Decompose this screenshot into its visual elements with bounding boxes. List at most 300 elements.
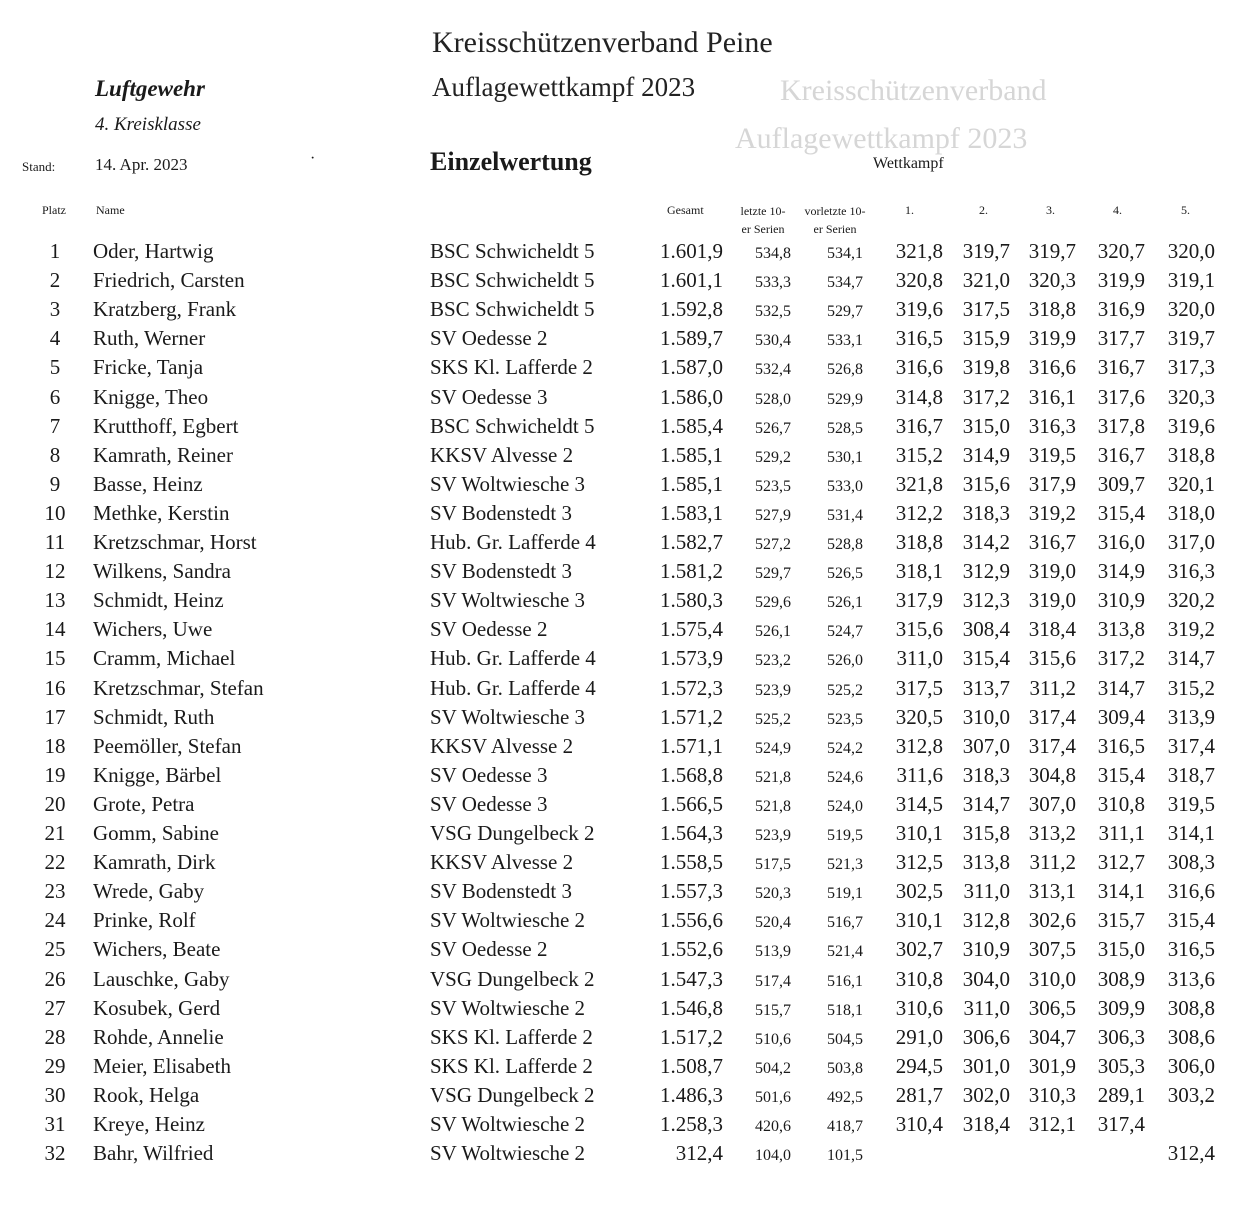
club-cell: SV Oedesse 3 [430,792,548,816]
rank-cell: 23 [44,879,66,903]
class-label: 4. Kreisklasse [95,114,201,135]
prev-series-cell: 529,9 [827,391,863,408]
last-series-cell: 529,2 [755,449,791,466]
competition-1-cell: 316,6 [895,355,943,379]
total-cell: 1.582,7 [660,530,723,554]
club-cell: SKS Kl. Lafferde 2 [430,1054,593,1078]
competition-3-cell: 320,3 [1028,268,1076,292]
last-series-cell: 501,6 [755,1089,791,1106]
competition-1-cell: 315,6 [895,617,943,641]
prev-series-cell: 528,8 [827,536,863,553]
competition-5-cell: 319,1 [1167,268,1215,292]
competition-4-cell: 315,4 [1097,501,1145,525]
competition-1-cell: 317,9 [895,588,943,612]
name-cell: Basse, Heinz [93,472,203,496]
total-cell: 1.572,3 [660,676,723,700]
name-cell: Prinke, Rolf [93,908,196,932]
competition-4-cell: 317,7 [1097,326,1145,350]
competition-1-cell: 294,5 [895,1054,943,1078]
competition-5-cell: 319,6 [1167,414,1215,438]
competition-2-cell: 317,5 [962,297,1010,321]
competition-5-cell: 319,2 [1167,617,1215,641]
prev-series-cell: 519,1 [827,885,863,902]
name-cell: Wichers, Beate [93,937,221,961]
col-header-vorletzte [798,202,872,238]
col-header-w4: 4. [1113,203,1122,217]
prev-series-cell: 534,7 [827,274,863,291]
total-cell: 1.558,5 [660,850,723,874]
competition-5-cell: 308,8 [1167,996,1215,1020]
club-cell: SV Oedesse 3 [430,763,548,787]
competition-2-cell: 312,3 [962,588,1010,612]
rank-cell: 27 [44,996,66,1020]
club-cell: KKSV Alvesse 2 [430,734,574,758]
competition-1-cell: 318,1 [895,559,943,583]
competition-5-cell: 320,0 [1167,297,1215,321]
last-series-cell: 534,8 [755,245,791,262]
section-title: Einzelwertung [430,147,592,176]
competition-5-cell: 316,6 [1167,879,1215,903]
name-cell: Kamrath, Reiner [93,443,233,467]
rank-cell: 9 [49,472,61,496]
competition-2-cell: 321,0 [962,268,1010,292]
club-cell: KKSV Alvesse 2 [430,443,574,467]
rank-cell: 16 [44,676,66,700]
name-cell: Krutthoff, Egbert [93,414,239,438]
table-row [0,412,1248,441]
total-cell: 1.568,8 [660,763,723,787]
competition-4-cell: 312,7 [1097,850,1145,874]
name-cell: Kretzschmar, Stefan [93,676,264,700]
total-cell: 1.573,9 [660,646,723,670]
competition-3-cell: 310,0 [1028,967,1076,991]
competition-5-cell: 317,4 [1167,734,1215,758]
competition-5-cell: 320,2 [1167,588,1215,612]
competition-3-cell: 319,0 [1028,559,1076,583]
competition-3-cell: 317,4 [1028,734,1076,758]
competition-4-cell: 310,9 [1097,588,1145,612]
name-cell: Ruth, Werner [93,326,206,350]
competition-4-cell: 289,1 [1097,1083,1145,1107]
competition-5-cell: 313,6 [1167,967,1215,991]
rank-cell: 31 [44,1112,66,1136]
club-cell: Hub. Gr. Lafferde 4 [430,676,596,700]
name-cell: Wilkens, Sandra [93,559,231,583]
last-series-cell: 532,4 [755,361,791,378]
prev-series-cell: 529,7 [827,303,863,320]
table-row [0,528,1248,557]
last-series-cell: 528,0 [755,391,791,408]
rank-cell: 28 [44,1025,66,1049]
competition-2-cell: 315,8 [962,821,1010,845]
club-cell: SV Bodenstedt 3 [430,879,572,903]
name-cell: Knigge, Bärbel [93,763,222,787]
table-row [0,441,1248,470]
table-row [0,1110,1248,1139]
stand-date: 14. Apr. 2023 [95,155,188,174]
competition-2-cell: 315,6 [962,472,1010,496]
competition-5-cell: 319,5 [1167,792,1215,816]
col-header-w3: 3. [1046,203,1055,217]
competition-3-cell: 318,8 [1028,297,1076,321]
competition-2-cell: 313,7 [962,676,1010,700]
name-cell: Meier, Elisabeth [93,1054,231,1078]
table-row [0,906,1248,935]
rank-cell: 8 [49,443,61,467]
competition-4-cell: 314,1 [1097,879,1145,903]
name-cell: Kretzschmar, Horst [93,530,257,554]
competition-3-cell: 316,7 [1028,530,1076,554]
prev-series-cell: 525,2 [827,682,863,699]
name-cell: Friedrich, Carsten [93,268,245,292]
col-header-letzte-line2: er Serien [741,222,785,236]
competition-3-cell: 315,6 [1028,646,1076,670]
competition-5-cell: 318,0 [1167,501,1215,525]
col-header-letzte-line1: letzte 10- [740,204,786,218]
competition-4-cell: 317,2 [1097,646,1145,670]
competition-4-cell: 317,8 [1097,414,1145,438]
rank-cell: 24 [44,908,66,932]
table-row [0,703,1248,732]
rank-cell: 1 [49,239,61,263]
rank-cell: 5 [49,355,61,379]
competition-2-cell: 315,0 [962,414,1010,438]
rank-cell: 4 [49,326,61,350]
table-row [0,266,1248,295]
prev-series-cell: 521,4 [827,943,863,960]
prev-series-cell: 534,1 [827,245,863,262]
competition-1-cell: 317,5 [895,676,943,700]
club-cell: SV Woltwiesche 3 [430,588,586,612]
total-cell: 1.571,1 [660,734,723,758]
total-cell: 1.580,3 [660,588,723,612]
last-series-cell: 515,7 [755,1002,791,1019]
competition-2-cell: 304,0 [962,967,1010,991]
rank-cell: 15 [44,646,66,670]
competition-3-cell: 319,2 [1028,501,1076,525]
club-cell: BSC Schwicheldt 5 [430,414,595,438]
competition-4-cell: 319,9 [1097,268,1145,292]
competition-2-cell: 311,0 [963,879,1010,903]
name-cell: Wrede, Gaby [93,879,205,903]
total-cell: 1.571,2 [660,705,723,729]
prev-series-cell: 524,2 [827,740,863,757]
competition-1-cell: 310,4 [895,1112,943,1136]
prev-series-cell: 504,5 [827,1031,863,1048]
name-cell: Schmidt, Ruth [93,705,215,729]
competition-2-cell: 310,9 [962,937,1010,961]
competition-1-cell: 311,6 [896,763,943,787]
competition-3-cell: 307,0 [1028,792,1076,816]
competition-2-cell: 312,9 [962,559,1010,583]
competition-1-cell: 310,6 [895,996,943,1020]
discipline-label: Luftgewehr [95,76,205,101]
competition-5-cell: 319,7 [1167,326,1215,350]
table-row [0,965,1248,994]
name-cell: Lauschke, Gaby [93,967,230,991]
club-cell: SV Woltwiesche 2 [430,996,586,1020]
total-cell: 1.486,3 [660,1083,723,1107]
total-cell: 1.589,7 [660,326,723,350]
total-cell: 1.585,1 [660,443,723,467]
rank-cell: 2 [49,268,61,292]
total-cell: 1.575,4 [660,617,723,641]
total-cell: 1.585,4 [660,414,723,438]
competition-3-cell: 313,2 [1028,821,1076,845]
table-row [0,383,1248,412]
name-cell: Peemöller, Stefan [93,734,242,758]
prev-series-cell: 528,5 [827,420,863,437]
competition-4-cell: 314,9 [1097,559,1145,583]
competition-title: Auflagewettkampf 2023 [432,72,696,102]
competition-5-cell: 308,3 [1167,850,1215,874]
prev-series-cell: 533,0 [827,478,863,495]
club-cell: SV Bodenstedt 3 [430,501,572,525]
competition-1-cell: 302,5 [895,879,943,903]
last-series-cell: 510,6 [755,1031,791,1048]
club-cell: Hub. Gr. Lafferde 4 [430,646,596,670]
competition-4-cell: 309,9 [1097,996,1145,1020]
competition-2-cell: 318,3 [962,501,1010,525]
competition-4-cell: 315,7 [1097,908,1145,932]
competition-1-cell: 302,7 [895,937,943,961]
competition-5-cell: 318,7 [1167,763,1215,787]
competition-3-cell: 319,0 [1028,588,1076,612]
competition-2-cell: 308,4 [962,617,1010,641]
last-series-cell: 520,3 [755,885,791,902]
club-cell: SV Oedesse 2 [430,326,548,350]
total-cell: 1.258,3 [660,1112,723,1136]
rank-cell: 14 [44,617,66,641]
competition-2-cell: 314,7 [962,792,1010,816]
table-row [0,557,1248,586]
name-cell: Bahr, Wilfried [93,1141,214,1165]
table-row [0,499,1248,528]
club-cell: VSG Dungelbeck 2 [430,821,595,845]
total-cell: 1.552,6 [660,937,723,961]
competition-5-cell: 308,6 [1167,1025,1215,1049]
col-header-vorletzte-line2: er Serien [813,222,857,236]
table-row [0,848,1248,877]
name-cell: Knigge, Theo [93,385,209,409]
last-series-cell: 529,6 [755,594,791,611]
rank-cell: 20 [44,792,66,816]
rank-cell: 12 [44,559,66,583]
last-series-cell: 523,9 [755,827,791,844]
competition-3-cell: 306,5 [1028,996,1076,1020]
competition-5-cell: 306,0 [1167,1054,1215,1078]
col-header-vorletzte-line1: vorletzte 10- [804,204,866,218]
club-cell: KKSV Alvesse 2 [430,850,574,874]
col-header-letzte [730,202,796,238]
total-cell: 1.592,8 [660,297,723,321]
competition-3-cell: 318,4 [1028,617,1076,641]
name-cell: Rook, Helga [93,1083,200,1107]
table-row [0,790,1248,819]
competition-1-cell: 310,1 [895,908,943,932]
rank-cell: 6 [49,385,61,409]
competition-1-cell: 321,8 [895,239,943,263]
competition-2-cell: 319,7 [962,239,1010,263]
competition-4-cell: 313,8 [1097,617,1145,641]
competition-3-cell: 313,1 [1028,879,1076,903]
competition-4-cell: 316,7 [1097,443,1145,467]
rank-cell: 29 [44,1054,66,1078]
name-cell: Grote, Petra [93,792,195,816]
competition-1-cell: 312,5 [895,850,943,874]
competition-3-cell: 311,2 [1029,850,1076,874]
competition-5-cell: 318,8 [1167,443,1215,467]
col-header-w1: 1. [905,203,914,217]
last-series-cell: 420,6 [755,1118,791,1135]
competition-5-cell: 320,3 [1167,385,1215,409]
total-cell: 1.508,7 [660,1054,723,1078]
total-cell: 1.587,0 [660,355,723,379]
competition-5-cell: 314,7 [1167,646,1215,670]
table-row [0,295,1248,324]
rank-cell: 25 [44,937,66,961]
last-series-cell: 526,7 [755,420,791,437]
competition-3-cell: 316,3 [1028,414,1076,438]
competition-3-cell: 301,9 [1028,1054,1076,1078]
rank-cell: 26 [44,967,66,991]
competition-4-cell: 316,9 [1097,297,1145,321]
competition-4-cell: 314,7 [1097,676,1145,700]
competition-1-cell: 316,5 [895,326,943,350]
prev-series-cell: 526,1 [827,594,863,611]
table-row [0,761,1248,790]
competition-3-cell: 316,6 [1028,355,1076,379]
table-row [0,1081,1248,1110]
competition-4-cell: 316,5 [1097,734,1145,758]
club-cell: SV Woltwiesche 2 [430,908,586,932]
competition-2-cell: 319,8 [962,355,1010,379]
prev-series-cell: 518,1 [827,1002,863,1019]
name-cell: Gomm, Sabine [93,821,219,845]
competition-3-cell: 311,2 [1029,676,1076,700]
competition-4-cell: 305,3 [1097,1054,1145,1078]
competition-5-cell: 303,2 [1167,1083,1215,1107]
table-row [0,615,1248,644]
competition-2-cell: 315,4 [962,646,1010,670]
competition-3-cell: 310,3 [1028,1083,1076,1107]
bleed-through-ghost-2: Auflagewettkampf 2023 [735,122,1028,155]
competition-4-cell: 309,4 [1097,705,1145,729]
prev-series-cell: 492,5 [827,1089,863,1106]
last-series-cell: 527,9 [755,507,791,524]
total-cell: 1.586,0 [660,385,723,409]
club-cell: VSG Dungelbeck 2 [430,1083,595,1107]
rank-cell: 19 [44,763,66,787]
competition-2-cell: 310,0 [962,705,1010,729]
col-header-gesamt: Gesamt [667,203,704,217]
total-cell: 1.601,9 [660,239,723,263]
competition-1-cell: 312,2 [895,501,943,525]
organization-title: Kreisschützenverband Peine [432,26,773,59]
competition-3-cell: 304,8 [1028,763,1076,787]
competition-5-cell: 316,5 [1167,937,1215,961]
table-row [0,353,1248,382]
table-row [0,732,1248,761]
wettkampf-label: Wettkampf [873,155,944,172]
last-series-cell: 523,9 [755,682,791,699]
name-cell: Kamrath, Dirk [93,850,216,874]
competition-5-cell: 317,0 [1167,530,1215,554]
competition-2-cell: 306,6 [962,1025,1010,1049]
competition-1-cell: 281,7 [895,1083,943,1107]
total-cell: 1.581,2 [660,559,723,583]
competition-3-cell: 304,7 [1028,1025,1076,1049]
last-series-cell: 525,2 [755,711,791,728]
table-row [0,877,1248,906]
last-series-cell: 517,5 [755,856,791,873]
club-cell: SV Oedesse 2 [430,937,548,961]
competition-5-cell: 312,4 [1167,1141,1215,1165]
competition-5-cell: 315,4 [1167,908,1215,932]
rank-cell: 10 [44,501,66,525]
club-cell: SV Oedesse 2 [430,617,548,641]
competition-1-cell: 318,8 [895,530,943,554]
competition-2-cell: 314,2 [962,530,1010,554]
competition-3-cell: 319,7 [1028,239,1076,263]
total-cell: 1.517,2 [660,1025,723,1049]
total-cell: 1.556,6 [660,908,723,932]
total-cell: 1.585,1 [660,472,723,496]
rank-cell: 22 [44,850,66,874]
col-header-w2: 2. [979,203,988,217]
total-cell: 1.601,1 [660,268,723,292]
last-series-cell: 513,9 [755,943,791,960]
last-series-cell: 533,3 [755,274,791,291]
competition-5-cell: 314,1 [1167,821,1215,845]
club-cell: SV Woltwiesche 3 [430,472,586,496]
name-cell: Methke, Kerstin [93,501,230,525]
competition-3-cell: 307,5 [1028,937,1076,961]
club-cell: SV Woltwiesche 2 [430,1112,586,1136]
club-cell: SKS Kl. Lafferde 2 [430,355,593,379]
rank-cell: 32 [44,1141,66,1165]
competition-4-cell: 306,3 [1097,1025,1145,1049]
competition-2-cell: 317,2 [962,385,1010,409]
last-series-cell: 517,4 [755,973,791,990]
competition-5-cell: 320,1 [1167,472,1215,496]
table-row [0,644,1248,673]
competition-4-cell: 315,4 [1097,763,1145,787]
last-series-cell: 523,5 [755,478,791,495]
rank-cell: 7 [49,414,61,438]
competition-3-cell: 317,4 [1028,705,1076,729]
club-cell: BSC Schwicheldt 5 [430,239,595,263]
competition-1-cell: 319,6 [895,297,943,321]
last-series-cell: 529,7 [755,565,791,582]
prev-series-cell: 519,5 [827,827,863,844]
total-cell: 1.566,5 [660,792,723,816]
competition-4-cell: 308,9 [1097,967,1145,991]
competition-4-cell: 316,7 [1097,355,1145,379]
competition-5-cell: 313,9 [1167,705,1215,729]
competition-5-cell: 320,0 [1167,239,1215,263]
dot-mark: · [310,150,316,167]
table-row [0,324,1248,353]
last-series-cell: 521,8 [755,769,791,786]
competition-1-cell: 314,8 [895,385,943,409]
competition-2-cell: 313,8 [962,850,1010,874]
name-cell: Fricke, Tanja [93,355,204,379]
competition-1-cell: 310,1 [895,821,943,845]
competition-4-cell: 320,7 [1097,239,1145,263]
competition-1-cell: 310,8 [895,967,943,991]
total-cell: 312,4 [675,1141,723,1165]
